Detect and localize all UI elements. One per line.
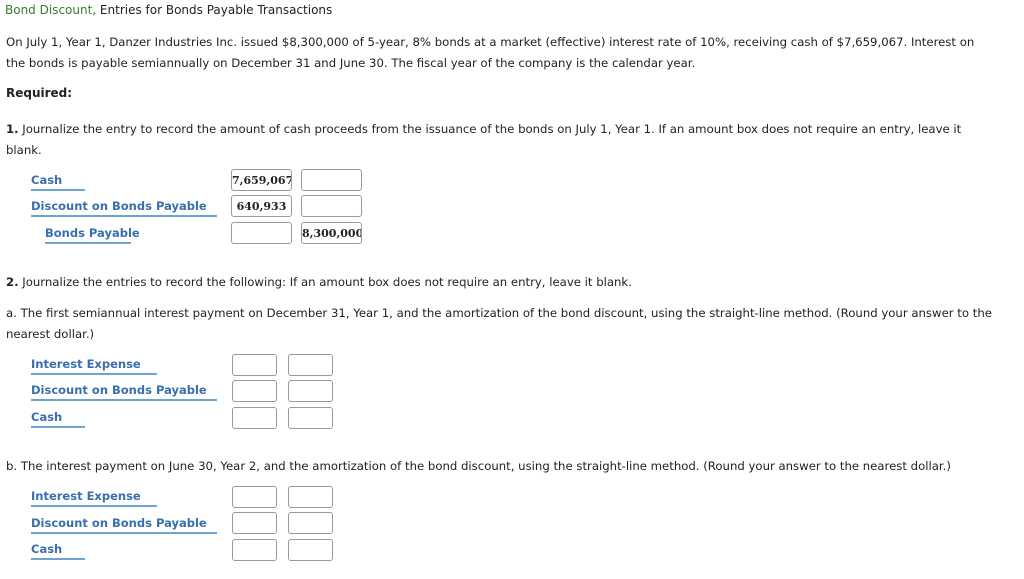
question-2a-text: a. The first semiannual interest payment on December 31, Year 1, and the amortization of the bond discount, using the straight-line method. (Round your answer to the xyxy=(6,306,992,320)
q2a-cash-debit-input[interactable] xyxy=(232,407,277,429)
question-1 xyxy=(6,119,1016,160)
problem-statement xyxy=(6,32,1016,73)
question-1-text: Journalize the entry to record the amount of cash proceeds from the issuance of the bonds on July 1, Year 1. If an amount box does not require an entry, leave it xyxy=(18,122,962,136)
q2b-cash-debit-input[interactable] xyxy=(232,539,277,561)
required-label: Required: xyxy=(6,86,73,100)
problem-line-1: On July 1, Year 1, Danzer Industries Inc. issued $8,300,000 of 5-year, 8% bonds at a market (effective) interest rate of 10%, receiving cash of $7,659,067. Interest on xyxy=(6,35,975,49)
q2a-interest-credit-input[interactable] xyxy=(288,354,333,376)
question-2b xyxy=(6,456,1016,477)
problem-line-2: the bonds is payable semiannually on December 31 and June 30. The fiscal year of the company is the calendar year. xyxy=(6,55,696,70)
q1-account-bonds-payable[interactable]: Bonds Payable xyxy=(45,225,131,244)
q2b-account-interest-expense[interactable]: Interest Expense xyxy=(31,488,157,507)
q1-bonds-payable-debit-input[interactable] xyxy=(231,222,292,244)
q2a-discount-debit-input[interactable] xyxy=(232,380,277,402)
q2b-account-cash[interactable]: Cash xyxy=(31,541,85,560)
q1-discount-credit-input[interactable] xyxy=(301,195,362,217)
q1-cash-debit-input[interactable] xyxy=(231,169,292,191)
question-2a-text-cont: nearest dollar.) xyxy=(6,326,95,341)
q1-bonds-payable-credit-input[interactable] xyxy=(301,222,362,244)
q2a-interest-debit-input[interactable] xyxy=(232,354,277,376)
q2b-cash-credit-input[interactable] xyxy=(288,539,333,561)
question-2 xyxy=(6,272,1016,293)
q2b-discount-debit-input[interactable] xyxy=(232,512,277,534)
q2b-account-discount[interactable]: Discount on Bonds Payable xyxy=(31,515,217,534)
question-2-number: 2. xyxy=(6,275,19,289)
q1-discount-debit-input[interactable] xyxy=(231,195,292,217)
question-2-text: Journalize the entries to record the following: If an amount box does not require an entry, leave it blank. xyxy=(18,275,632,289)
q2a-account-cash[interactable]: Cash xyxy=(31,409,85,428)
q2a-discount-credit-input[interactable] xyxy=(288,380,333,402)
question-2a xyxy=(6,303,1016,344)
q2b-interest-credit-input[interactable] xyxy=(288,486,333,508)
question-1-number: 1. xyxy=(6,122,19,136)
topic-link[interactable]: Bond Discount, xyxy=(5,3,97,17)
q1-account-cash[interactable]: Cash xyxy=(31,172,85,191)
q1-cash-credit-input[interactable] xyxy=(301,169,362,191)
q2b-interest-debit-input[interactable] xyxy=(232,486,277,508)
q1-account-discount[interactable]: Discount on Bonds Payable xyxy=(31,198,217,217)
q2a-account-interest-expense[interactable]: Interest Expense xyxy=(31,356,157,375)
q2a-cash-credit-input[interactable] xyxy=(288,407,333,429)
question-2b-text: b. The interest payment on June 30, Year 2, and the amortization of the bond discount, using the straight-line method. (Round your answer to the nearest dollar.) xyxy=(6,459,951,473)
title-text: Entries for Bonds Payable Transactions xyxy=(96,3,333,17)
page-title xyxy=(5,3,332,17)
question-1-text-cont: blank. xyxy=(6,142,42,157)
q2a-account-discount[interactable]: Discount on Bonds Payable xyxy=(31,382,217,401)
q2b-discount-credit-input[interactable] xyxy=(288,512,333,534)
